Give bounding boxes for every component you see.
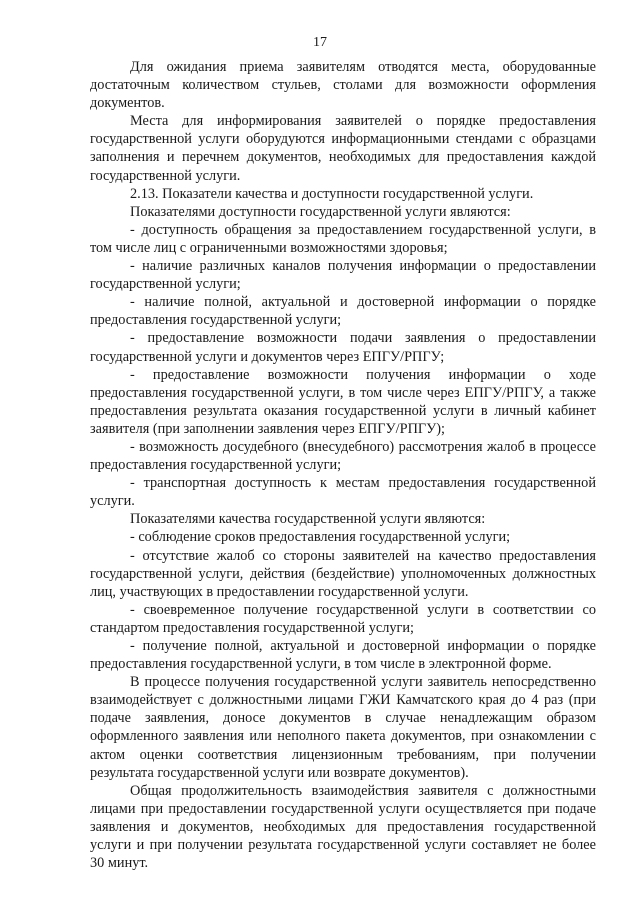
list-item-availability-online-application: - предоставление возможности подачи заявления о предоставлении государственной услуги и документов через ЕПГУ/РПГУ;	[90, 330, 596, 365]
paragraph-information-stands: Места для информирования заявителей о порядке предоставления государственной услуги оборудуются информационными стендами с образцами заполнения и перечнем документов, необходимых для предоставления каждой государственной услуги.	[90, 113, 596, 184]
list-item-quality-deadlines: - соблюдение сроков предоставления государственной услуги;	[130, 529, 511, 546]
paragraph-waiting-area: Для ожидания приема заявителям отводятся места, оборудованные достаточным количеством стульев, столами для возможности оформления документов.	[90, 59, 596, 112]
page-body	[90, 58, 596, 872]
list-item-quality-timely: - своевременное получение государственной услуги в соответствии со стандартом предоставления государственной услуги;	[90, 601, 596, 636]
section-heading-quality-indicators: 2.13. Показатели качества и доступности государственной услуги.	[130, 185, 534, 202]
list-item-availability-transport: - транспортная доступность к местам предоставления государственной услуги.	[90, 475, 596, 510]
list-item-availability-appeals: - возможность досудебного (внесудебного) рассмотрения жалоб в процессе предоставления государственной услуги;	[90, 438, 596, 474]
list-item-quality-information: - получение полной, актуальной и достоверной информации о порядке предоставления государственной услуги, в том числе в электронной форме.	[90, 638, 596, 673]
list-item-availability-access: - доступность обращения за предоставлением государственной услуги, в том числе лиц с ограниченными возможностями здоровья;	[90, 221, 596, 256]
page-number: 17	[313, 35, 327, 50]
paragraph-quality-intro: Показателями качества государственной услуги являются:	[130, 511, 486, 528]
list-item-availability-channels: - наличие различных каналов получения информации о предоставлении государственной услуги;	[90, 258, 596, 293]
paragraph-availability-intro: Показателями доступности государственной услуги являются:	[130, 203, 511, 220]
paragraph-interaction-count: В процессе получения государственной услуги заявитель непосредственно взаимодействует с должностными лицами ГЖИ Камчатского края до 4 раз (при подаче заявления, доносе документов в случае ненадлежащим образом оформленного заявления или неполного пакета документов, при ознакомлении с актом оценки соответствия лицензионным требованиям, при получении результата государственной услуги или возврате документов).	[90, 674, 596, 781]
list-item-availability-information: - наличие полной, актуальной и достоверной информации о порядке предоставления государственной услуги;	[90, 294, 596, 329]
list-item-availability-status-tracking: - предоставление возможности получения информации о ходе предоставления государственной услуги, в том числе через ЕПГУ/РПГУ, а также предоставления результата оказания государственной услуги в личный кабинет заявителя (при заполнении заявления через ЕПГУ/РПГУ);	[90, 366, 596, 437]
paragraph-interaction-duration: Общая продолжительность взаимодействия заявителя с должностными лицами при предоставлении государственной услуги осуществляется при подаче заявления и документов, необходимых для предоставления государственной услуги и при получении результата государственной услуги составляет не более 30 минут.	[90, 782, 596, 872]
list-item-quality-no-complaints: - отсутствие жалоб со стороны заявителей на качество предоставления государственной услуги, действия (бездействие) уполномоченных должностных лиц, участвующих в предоставлении государственной услуги.	[90, 547, 596, 600]
